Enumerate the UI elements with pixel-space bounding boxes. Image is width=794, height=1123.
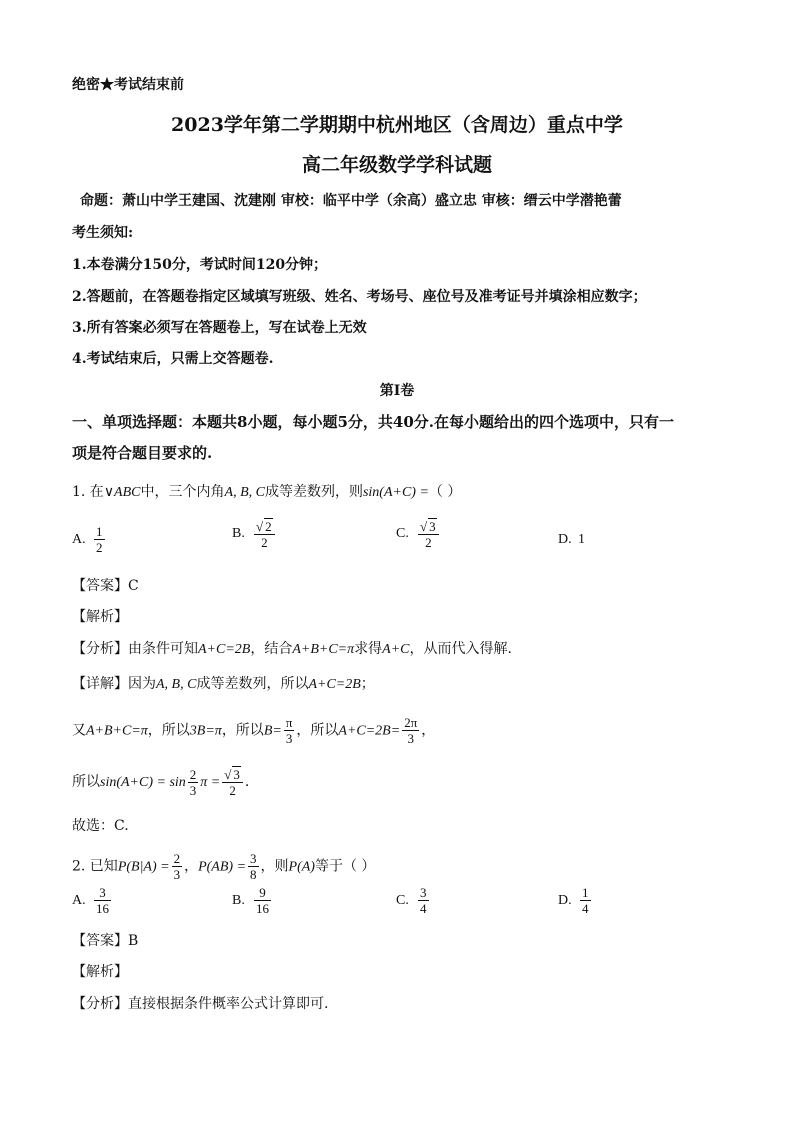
q1-expr: sin(A+C) = [362,485,429,500]
q1-solution-line-2: 又A+B+C=π，所以3B=π，所以B= $\frac{\pi}{3}$ ，所以A+C=2B= $\frac{2\pi}{3}$ ， [72,715,436,746]
question-1-stem [72,482,461,503]
q2-option-d: D. $\frac{1}{4}$ [558,885,589,916]
q1-prefix: 1. 在 [72,484,104,500]
q1-triangle: ∨ABC [103,485,141,500]
exam-title-1: 2023学年第二学期期中杭州地区（含周边）重点中学 [171,114,623,136]
q1-answer: 【答案】C [72,578,139,594]
notice-item-3: 3.所有答案必须写在答题卷上，写在试卷上无效 [72,320,367,336]
q2-option-a: A. $\frac{3}{16}$ [72,885,109,916]
q2-option-b: B. $\frac{9}{16}$ [232,885,269,916]
q1-choose: 故选：C. [72,818,129,834]
q1-xiangjie: 【详解】因为A, B, C成等差数列，所以A+C=2B； [72,676,375,692]
volume-heading: 第I卷 [379,383,415,399]
confidential-label: 绝密★考试结束前 [72,77,184,93]
q2-answer: 【答案】B [72,933,139,949]
notice-item-4: 4.考试结束后，只需上交答题卷. [72,351,274,367]
q1-option-d: D. 1 [558,532,585,548]
q1-blank: （ ） [428,484,462,500]
question-2-stem: 2. 已知P(B|A) = $\frac{2}{3}$ ，P(AB) = $\frac{3}{8}$ ，则P(A)等于（ ） [72,851,376,882]
authors-line: 命题：萧山中学王建国、沈建刚 审校：临平中学（余高）盛立忠 审核：缙云中学潜艳蕾 [80,193,622,209]
q1-option-b: B. $\frac{√ 2}{2}$ [232,518,277,550]
q2-analysis-label: 【解析】 [72,964,128,980]
notice-item-1: 1.本卷满分150分，考试时间120分钟； [72,257,328,273]
notice-heading: 考生须知: [72,225,134,241]
q1-option-a: A. $\frac{1}{2}$ [72,524,103,555]
exam-title-2: 高二年级数学学科试题 [301,154,492,176]
q1-fenxi: 【分析】由条件可知A+C=2B，结合A+B+C=π求得A+C，从而代入得解. [72,641,512,657]
q1-mid: 中，三个内角 [140,484,225,500]
section-heading-line-2: 项是符合题目要求的. [72,444,213,462]
q1-angles: A, B, C [224,485,265,500]
q2-fenxi: 【分析】直接根据条件概率公式计算即可. [72,996,329,1012]
q2-option-c: C. $\frac{3}{4}$ [396,885,427,916]
notice-item-2: 2.答题前，在答题卷指定区域填写班级、姓名、考场号、座位号及准考证号并填涂相应数字； [72,289,647,305]
q1-solution-line-3: 所以sin(A+C) = sin $\frac{2}{3}$ π = $\frac{√ 3}{2}$ . [72,766,250,798]
section-heading-line-1: 一、单项选择题：本题共8小题，每小题5分，共40分.在每小题给出的四个选项中，只有一 [72,413,674,431]
q1-option-c: C. $\frac{√ 3}{2}$ [396,518,441,550]
q1-analysis-label: 【解析】 [72,609,128,625]
q1-mid2: 成等差数列，则 [264,484,363,500]
